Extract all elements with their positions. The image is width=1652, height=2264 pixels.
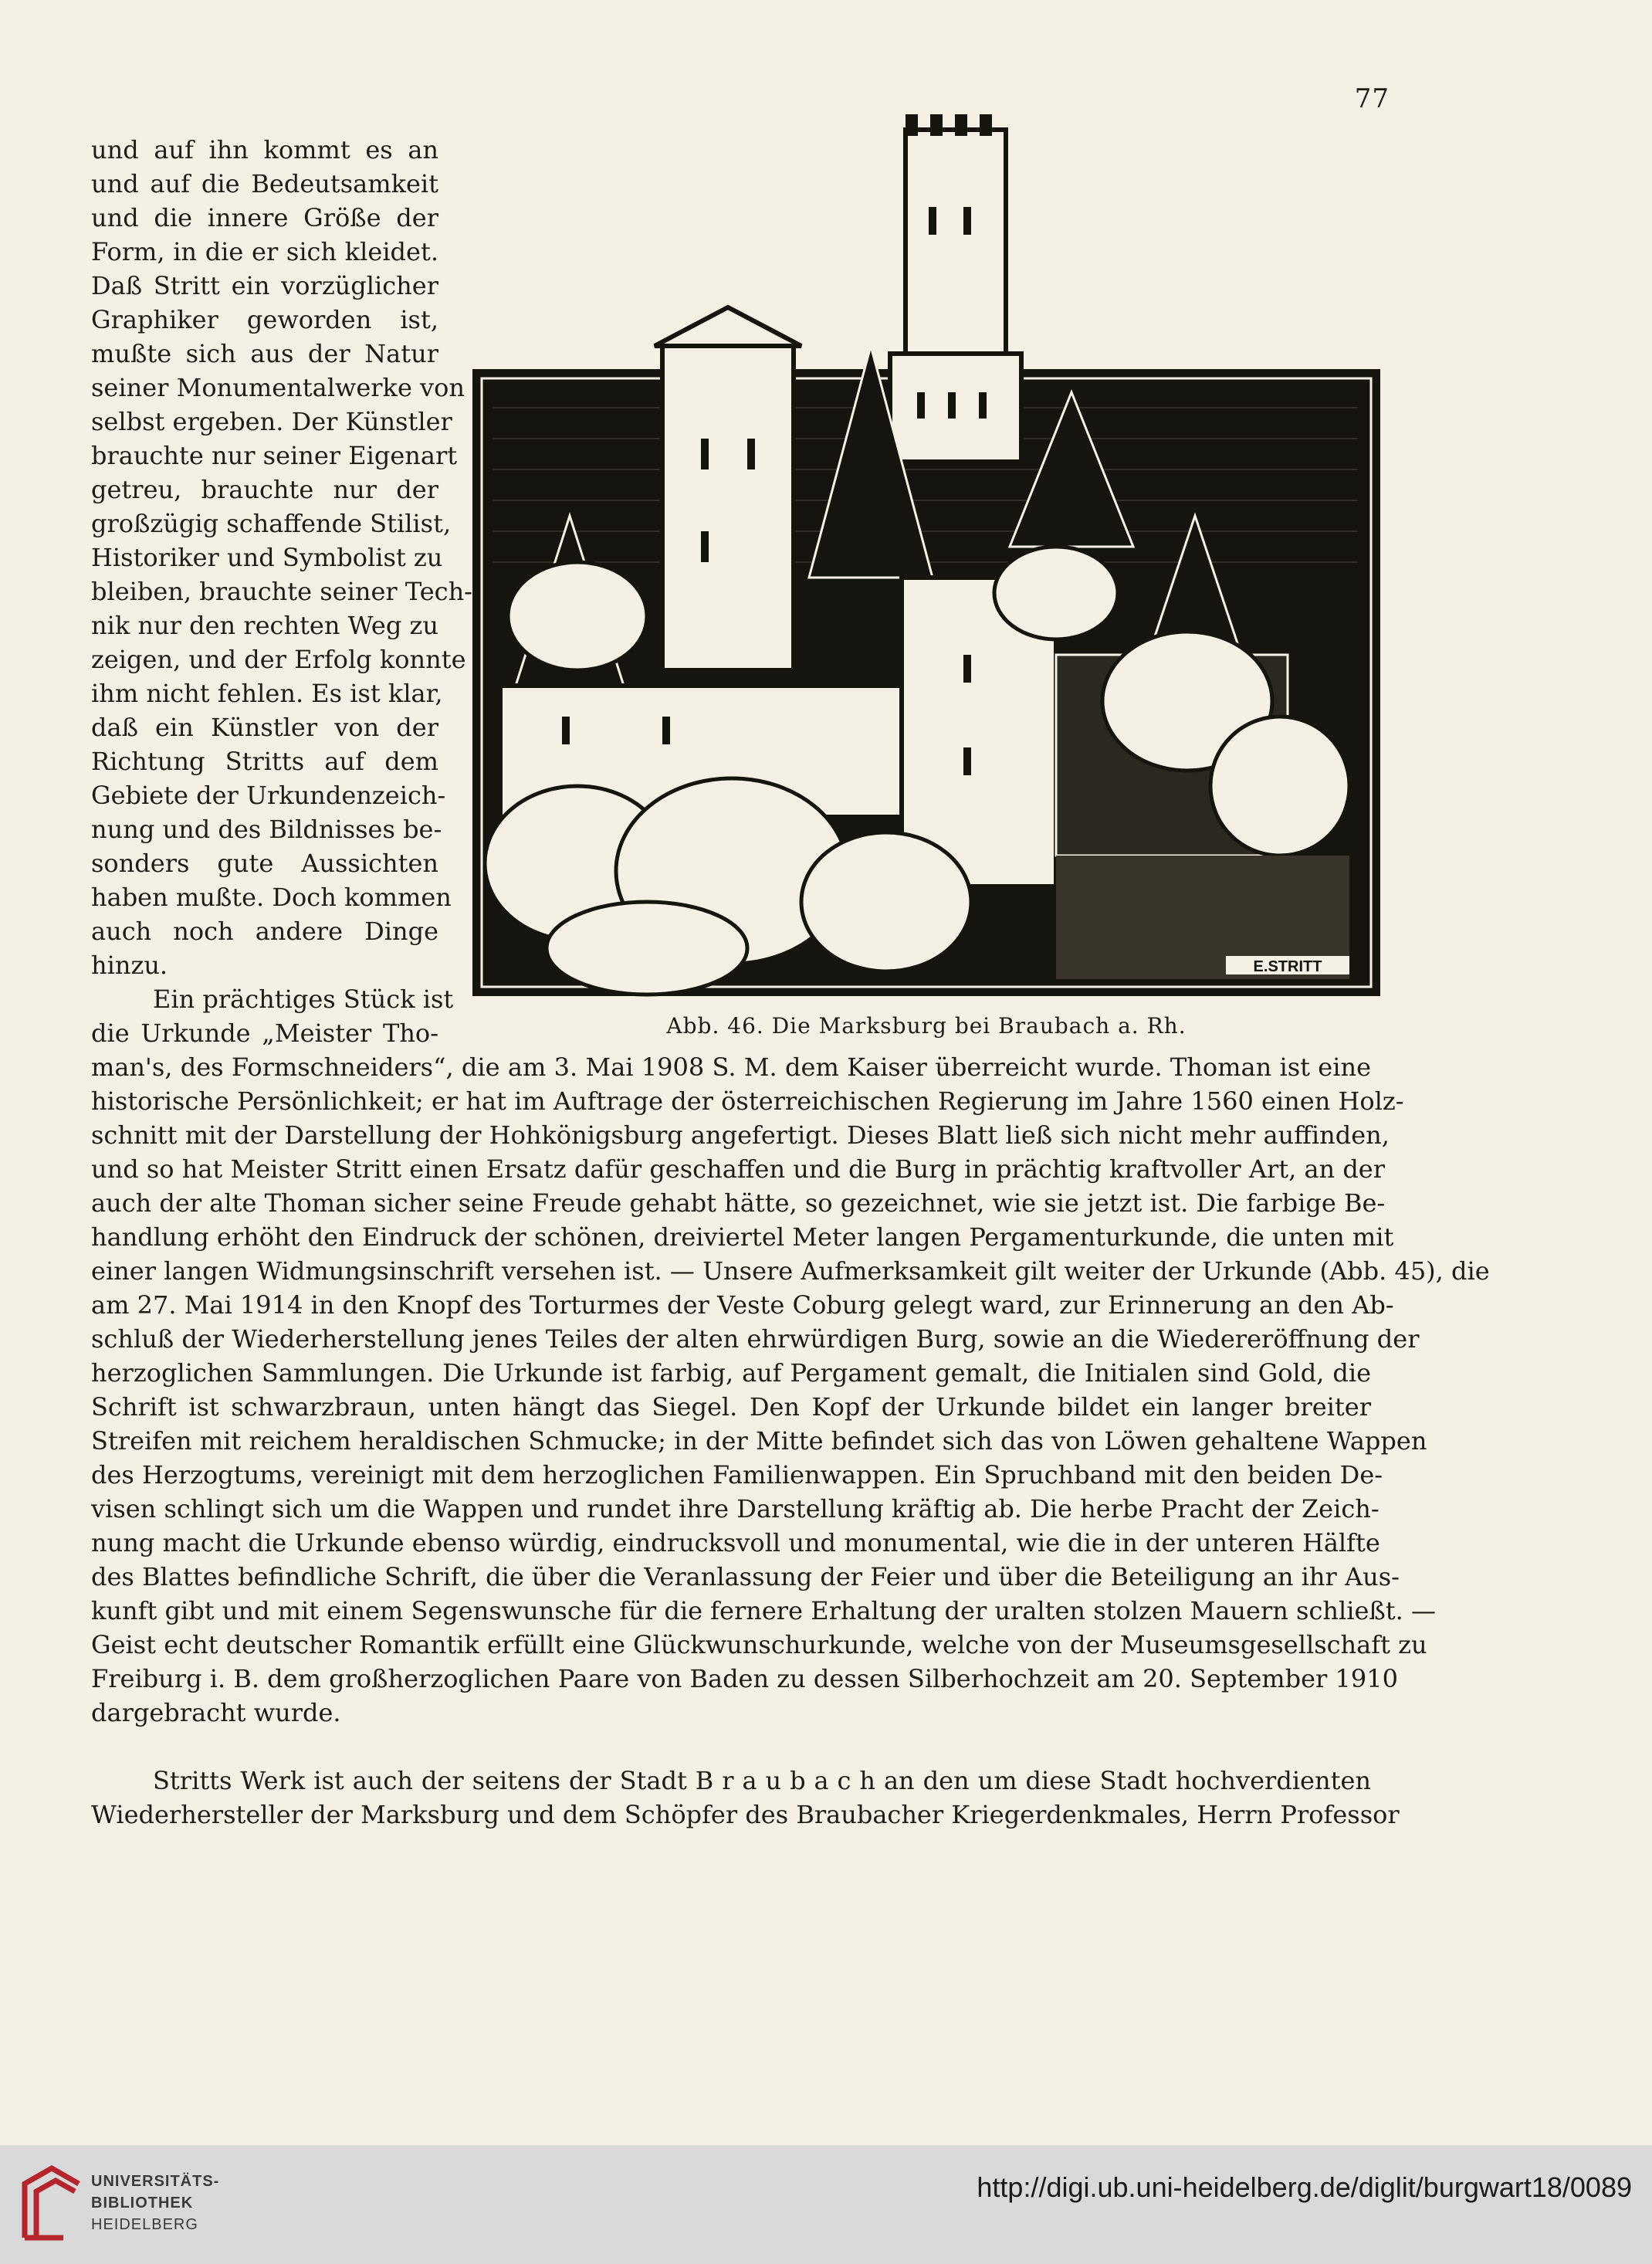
marksburg-woodcut bbox=[469, 114, 1383, 1001]
body-line: am 27. Mai 1914 in den Knopf des Torturmes der Veste Coburg gelegt ward, zur Erinnerung an den Ab- bbox=[91, 1290, 1394, 1320]
column-line: nik nur den rechten Weg zu bbox=[91, 611, 438, 640]
column-line: Daß Stritt ein vorzüglicher bbox=[91, 271, 438, 300]
column-line: großzügig schaffende Stilist, bbox=[91, 509, 452, 538]
library-name-line1: UNIVERSITÄTS- bbox=[91, 2173, 220, 2190]
column-line: getreu, brauchte nur der bbox=[91, 475, 438, 504]
library-name-line2: BIBLIOTHEK bbox=[91, 2195, 194, 2211]
figure-caption: Abb. 46. Die Marksburg bei Braubach a. Rh. bbox=[666, 1013, 1187, 1039]
body-line: dargebracht wurde. bbox=[91, 1698, 341, 1727]
body-line: herzoglichen Sammlungen. Die Urkunde ist farbig, auf Pergament gemalt, die Initialen sind Gold, die bbox=[91, 1358, 1371, 1388]
column-line: bleiben, brauchte seiner Tech- bbox=[91, 577, 472, 606]
body-line: Geist echt deutscher Romantik erfüllt eine Glückwunschurkunde, welche von der Museumsgesellschaft zu bbox=[91, 1630, 1427, 1659]
library-name-line3: HEIDELBERG bbox=[91, 2216, 198, 2233]
page-number: 77 bbox=[1354, 83, 1390, 114]
body-line: und so hat Meister Stritt einen Ersatz dafür geschaffen und die Burg in prächtig kraftvoller Art, an der bbox=[91, 1154, 1386, 1184]
column-line: nung und des Bildnisses be- bbox=[91, 815, 442, 844]
library-footer bbox=[0, 2145, 1652, 2264]
column-line: Form, in die er sich kleidet. bbox=[91, 237, 438, 266]
body-line: Schrift ist schwarzbraun, unten hängt das Siegel. Den Kopf der Urkunde bildet ein langer breiter bbox=[91, 1392, 1371, 1422]
body-line: einer langen Widmungsinschrift versehen ist. — Unsere Aufmerksamkeit gilt weiter der Urkunde (Abb. 45), die bbox=[91, 1256, 1490, 1286]
column-line: und auf die Bedeutsamkeit bbox=[91, 169, 438, 198]
column-line: mußte sich aus der Natur bbox=[91, 339, 438, 368]
body-line: des Herzogtums, vereinigt mit dem herzoglichen Familienwappen. Ein Spruchband mit den beiden De- bbox=[91, 1460, 1383, 1490]
castle-illustration bbox=[469, 114, 1383, 1001]
body-line: handlung erhöht den Eindruck der schönen, dreiviertel Meter langen Pergamenturkunde, die unten mit bbox=[91, 1222, 1394, 1252]
left-tower bbox=[655, 307, 801, 670]
body-line: des Blattes befindliche Schrift, die über die Veranlassung der Feier und über die Beteiligung an ihr Aus- bbox=[91, 1562, 1400, 1591]
body-line: auch der alte Thoman sicher seine Freude gehabt hätte, so gezeichnet, wie sie jetzt ist. Die farbige Be- bbox=[91, 1188, 1386, 1218]
body-line: man's, des Formschneiders“, die am 3. Mai 1908 S. M. dem Kaiser überreicht wurde. Thoman ist eine bbox=[91, 1052, 1371, 1082]
body-line: Streifen mit reichem heraldischen Schmucke; in der Mitte befindet sich das von Löwen gehaltene Wappen bbox=[91, 1426, 1427, 1456]
column-line: brauchte nur seiner Eigenart bbox=[91, 441, 458, 470]
main-tower bbox=[890, 114, 1021, 462]
column-line: seiner Monumentalwerke von bbox=[91, 373, 465, 402]
column-line: Richtung Stritts auf dem bbox=[91, 747, 438, 776]
column-line: haben mußte. Doch kommen bbox=[91, 883, 452, 912]
column-line: und die innere Größe der bbox=[91, 203, 438, 232]
column-line: ihm nicht fehlen. Es ist klar, bbox=[91, 679, 443, 708]
column-line: die Urkunde „Meister Tho- bbox=[91, 1018, 438, 1048]
body-line: nung macht die Urkunde ebenso würdig, eindrucksvoll und monumental, wie die in der unteren Hälfte bbox=[91, 1528, 1380, 1557]
column-line: Gebiete der Urkundenzeich- bbox=[91, 781, 446, 810]
university-library-logo bbox=[17, 2161, 86, 2245]
body-line: Wiederhersteller der Marksburg und dem Schöpfer des Braubacher Kriegerdenkmales, Herrn Professor bbox=[91, 1800, 1400, 1829]
body-line: visen schlingt sich um die Wappen und rundet ihre Darstellung kräftig ab. Die herbe Pracht der Zeich- bbox=[91, 1494, 1379, 1523]
column-line: und auf ihn kommt es an bbox=[91, 135, 438, 164]
column-line: daß ein Künstler von der bbox=[91, 713, 438, 742]
column-line: Graphiker geworden ist, bbox=[91, 305, 438, 334]
body-line: Stritts Werk ist auch der seitens der Stadt B r a u b a c h an den um diese Stadt hochverdienten bbox=[153, 1766, 1371, 1795]
body-line: Freiburg i. B. dem großherzoglichen Paare von Baden zu dessen Silberhochzeit am 20. September 1910 bbox=[91, 1664, 1398, 1693]
column-line: zeigen, und der Erfolg konnte bbox=[91, 645, 466, 674]
body-line: kunft gibt und mit einem Segenswunsche für die fernere Erhaltung der uralten stolzen Mauern schließt. — bbox=[91, 1596, 1436, 1625]
body-line: schnitt mit der Darstellung der Hohkönigsburg angefertigt. Dieses Blatt ließ sich nicht mehr auffinden, bbox=[91, 1120, 1390, 1150]
body-line: schluß der Wiederherstellung jenes Teiles der alten ehrwürdigen Burg, sowie an die Wiedereröffnung der bbox=[91, 1324, 1420, 1354]
column-line: Historiker und Symbolist zu bbox=[91, 543, 443, 572]
artist-signature: E.STRITT bbox=[1253, 958, 1322, 975]
body-line: historische Persönlichkeit; er hat im Auftrage der österreichischen Regierung im Jahre 1560 einen Holz- bbox=[91, 1086, 1404, 1116]
column-line: Ein prächtiges Stück ist bbox=[153, 985, 454, 1014]
column-line: auch noch andere Dinge bbox=[91, 917, 438, 946]
column-line: selbst ergeben. Der Künstler bbox=[91, 407, 452, 436]
column-line: hinzu. bbox=[91, 951, 168, 980]
column-line: sonders gute Aussichten bbox=[91, 849, 438, 878]
source-url-link[interactable]: http://digi.ub.uni-heidelberg.de/diglit/burgwart18/0089 bbox=[977, 2171, 1632, 2203]
